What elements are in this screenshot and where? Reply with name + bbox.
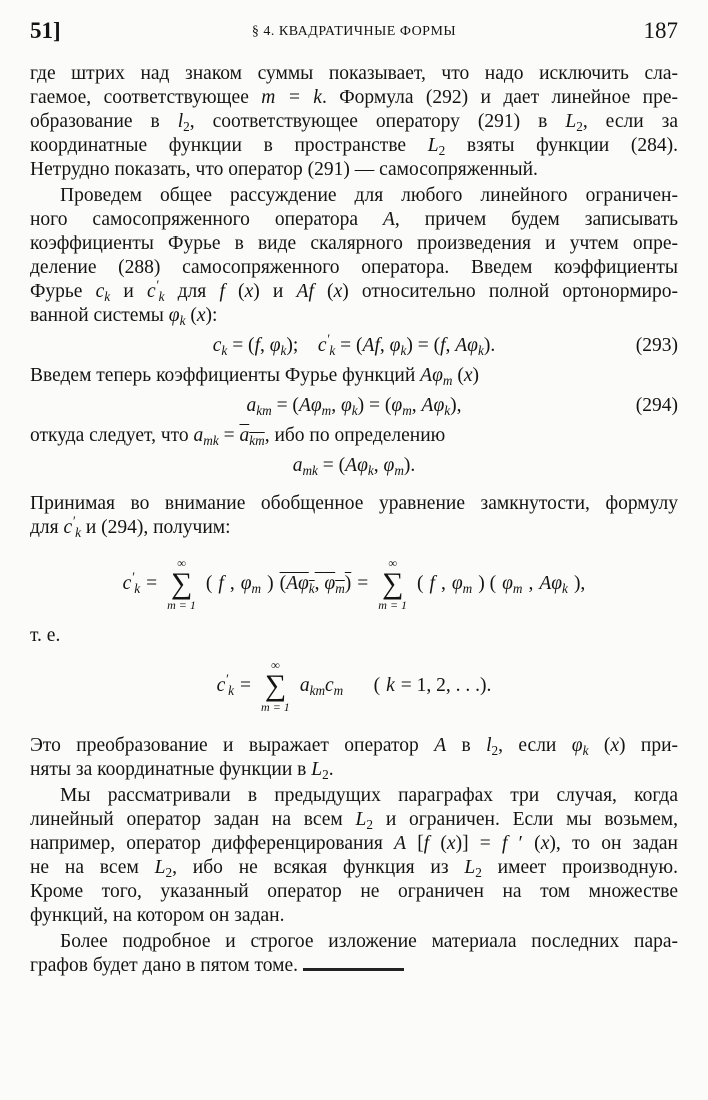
text-line: Более подробное и строгое изложение материала последних пара-	[60, 931, 678, 952]
text-line: графов будет дано в пятом томе.	[30, 955, 299, 976]
text-line: коэффициенты Фурье в виде скалярного произведения и учтем опре-	[30, 233, 678, 254]
text-line: ванной системы $\varphi_k$ (x):	[30, 305, 218, 328]
text-line: Это преобразование и выражает оператор A в $l_2$, если $\varphi_k$ (x) при-	[30, 735, 679, 758]
text-line: для $c'_k$ и (294), получим:	[30, 513, 231, 540]
section-ref: 51]	[30, 18, 61, 43]
text-line: функций, на котором он задан.	[30, 905, 285, 926]
paragraph-2	[30, 184, 678, 328]
equation-def: $a_{mk} = (A\varphi_k$, $\varphi_m$).	[292, 455, 416, 478]
page-number: 187	[643, 18, 678, 43]
end-rule	[303, 968, 404, 971]
equation-293: $c_k = (f$, $\varphi_k$); $c'_k = (Af$, $\varphi_k) = (f$, $A\varphi_k$). (293)	[30, 328, 678, 364]
page-body	[30, 62, 678, 978]
text-line: Принимая во внимание обобщенное уравнение замкнутости, формулу	[30, 493, 678, 514]
equation-number: (293)	[635, 335, 678, 356]
paragraph-3: Введем теперь коэффициенты Фурье функций $A\varphi_m$ (x)	[30, 365, 479, 388]
te-label: т. е.	[30, 625, 61, 646]
text-line: например, оператор дифференцирования A [f (x)] = f ′ (x), то он задан	[30, 833, 678, 854]
equation-294: $a_{km} = (A\varphi_m$, $\varphi_k) = (\varphi_m$, $A\varphi_k$), (294)	[30, 388, 678, 424]
paragraph-5	[30, 492, 678, 540]
text-line: гаемое, соответствующее m = k. Формула (292) и дает линейное пре-	[30, 87, 678, 108]
text-line: Нетрудно показать, что оператор (291) — самосопряженный.	[30, 159, 538, 180]
text-line: координатные функции в пространстве $L_2$ взяты функции (284).	[30, 135, 679, 158]
text-line: ного самосопряженного оператора A, причем будем записывать	[30, 209, 678, 230]
paragraph-7	[30, 784, 678, 928]
paragraph-1	[30, 62, 678, 182]
paragraph-6	[30, 734, 678, 782]
text-line: няты за координатные функции в $L_2$.	[30, 759, 334, 782]
text-line: линейный оператор задан на всем $L_2$ и ограничен. Если мы возьмем,	[30, 809, 678, 832]
text-line: Мы рассматривали в предыдущих параграфах три случая, когда	[60, 785, 678, 806]
text-line: не на всем $L_2$, ибо не всякая функция из $L_2$ имеет производную.	[30, 857, 678, 880]
text-line: образование в $l_2$, соответствующее оператору (291) в $L_2$, если за	[30, 111, 678, 134]
text-line: где штрих над знаком суммы показывает, что надо исключить сла-	[30, 63, 678, 84]
running-title: § 4. КВАДРАТИЧНЫЕ ФОРМЫ	[251, 24, 457, 39]
text-line: Кроме того, указанный оператор не ограничен на том множестве	[30, 881, 678, 902]
paragraph-4: откуда следует, что $a_{mk} = a_{km}$, ибо по определению	[30, 425, 446, 448]
equation-number: (294)	[635, 395, 678, 416]
page-header	[30, 18, 678, 46]
equation-operator: $c'_k$ = ∞ ∑ m = 1 $a_{km}c_m$ ( k = 1, 2, . . .).	[216, 657, 492, 714]
equation-closure: $c'_k$ = ∞ ∑ m = 1 ( f , $\varphi_m$ ) ($A\varphi_k$, $\varphi_m$) = ∞ ∑ m = 1 ( f , $\varphi_m$ ) ( $\varphi_m$ , $A\varphi_k$ ),	[122, 555, 586, 612]
text-line: Фурье $c_k$ и $c'_k$ для f (x) и Af (x) относительно полной ортонормиро-	[30, 277, 678, 304]
text-line: Проведем общее рассуждение для любого линейного ограничен-	[60, 185, 678, 206]
text-line: деление (288) самосопряженного оператора. Введем коэффициенты	[30, 257, 678, 278]
